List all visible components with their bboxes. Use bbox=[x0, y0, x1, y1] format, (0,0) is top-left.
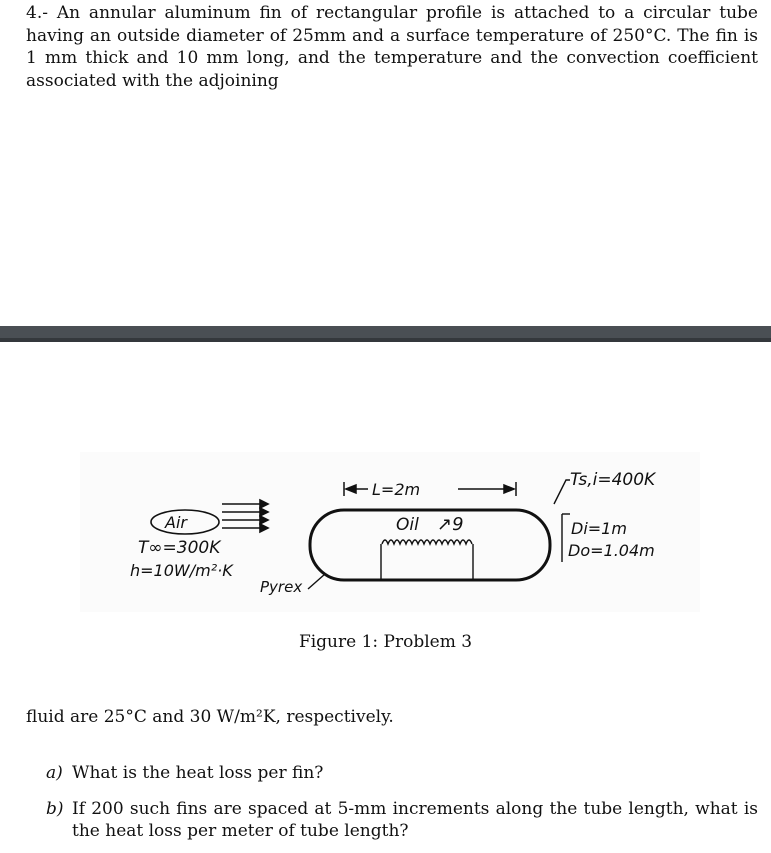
do-label: Do=1.04m bbox=[568, 541, 655, 560]
figure-diagram bbox=[80, 452, 700, 612]
question-b bbox=[46, 798, 758, 842]
tsi-label: Ts,i=400K bbox=[570, 470, 656, 490]
h-label: h=10W/m²·K bbox=[130, 561, 233, 580]
question-text: If 200 such fins are spaced at 5-mm increments along the tube length, what is the heat loss per meter of tube length? bbox=[72, 799, 758, 841]
pyrex-label: Pyrex bbox=[260, 578, 303, 596]
question-text: What is the heat loss per fin? bbox=[72, 763, 324, 783]
heater-coil bbox=[382, 540, 472, 544]
problem-intro: 4.- An annular aluminum fin of rectangular profile is attached to a circular tube having an outside diameter of 25mm and a surface temperature of 250°C. The fin is 1 mm thick and 10 mm long, and the temperature and the convection coefficient associated with the adjoining bbox=[26, 3, 758, 91]
t-inf-label: T∞=300K bbox=[138, 538, 221, 558]
fan-symbol: ↗9 bbox=[437, 514, 464, 535]
figure bbox=[80, 452, 700, 612]
tsi-leader bbox=[554, 480, 570, 504]
question-label: b) bbox=[46, 799, 64, 819]
flow-arrows bbox=[222, 500, 268, 532]
air-label: Air bbox=[165, 513, 187, 532]
figure-caption: Figure 1: Problem 3 bbox=[298, 632, 473, 652]
question-a bbox=[46, 762, 758, 784]
problem-continuation: fluid are 25°C and 30 W/m²K, respectively. bbox=[26, 707, 394, 727]
di-label: Di=1m bbox=[571, 519, 627, 538]
length-dimension bbox=[344, 482, 516, 496]
question-label: a) bbox=[46, 763, 63, 783]
length-label: L=2m bbox=[372, 480, 421, 499]
pyrex-leader bbox=[308, 574, 325, 589]
oil-label: Oil bbox=[396, 515, 419, 535]
page-divider bbox=[0, 326, 771, 342]
